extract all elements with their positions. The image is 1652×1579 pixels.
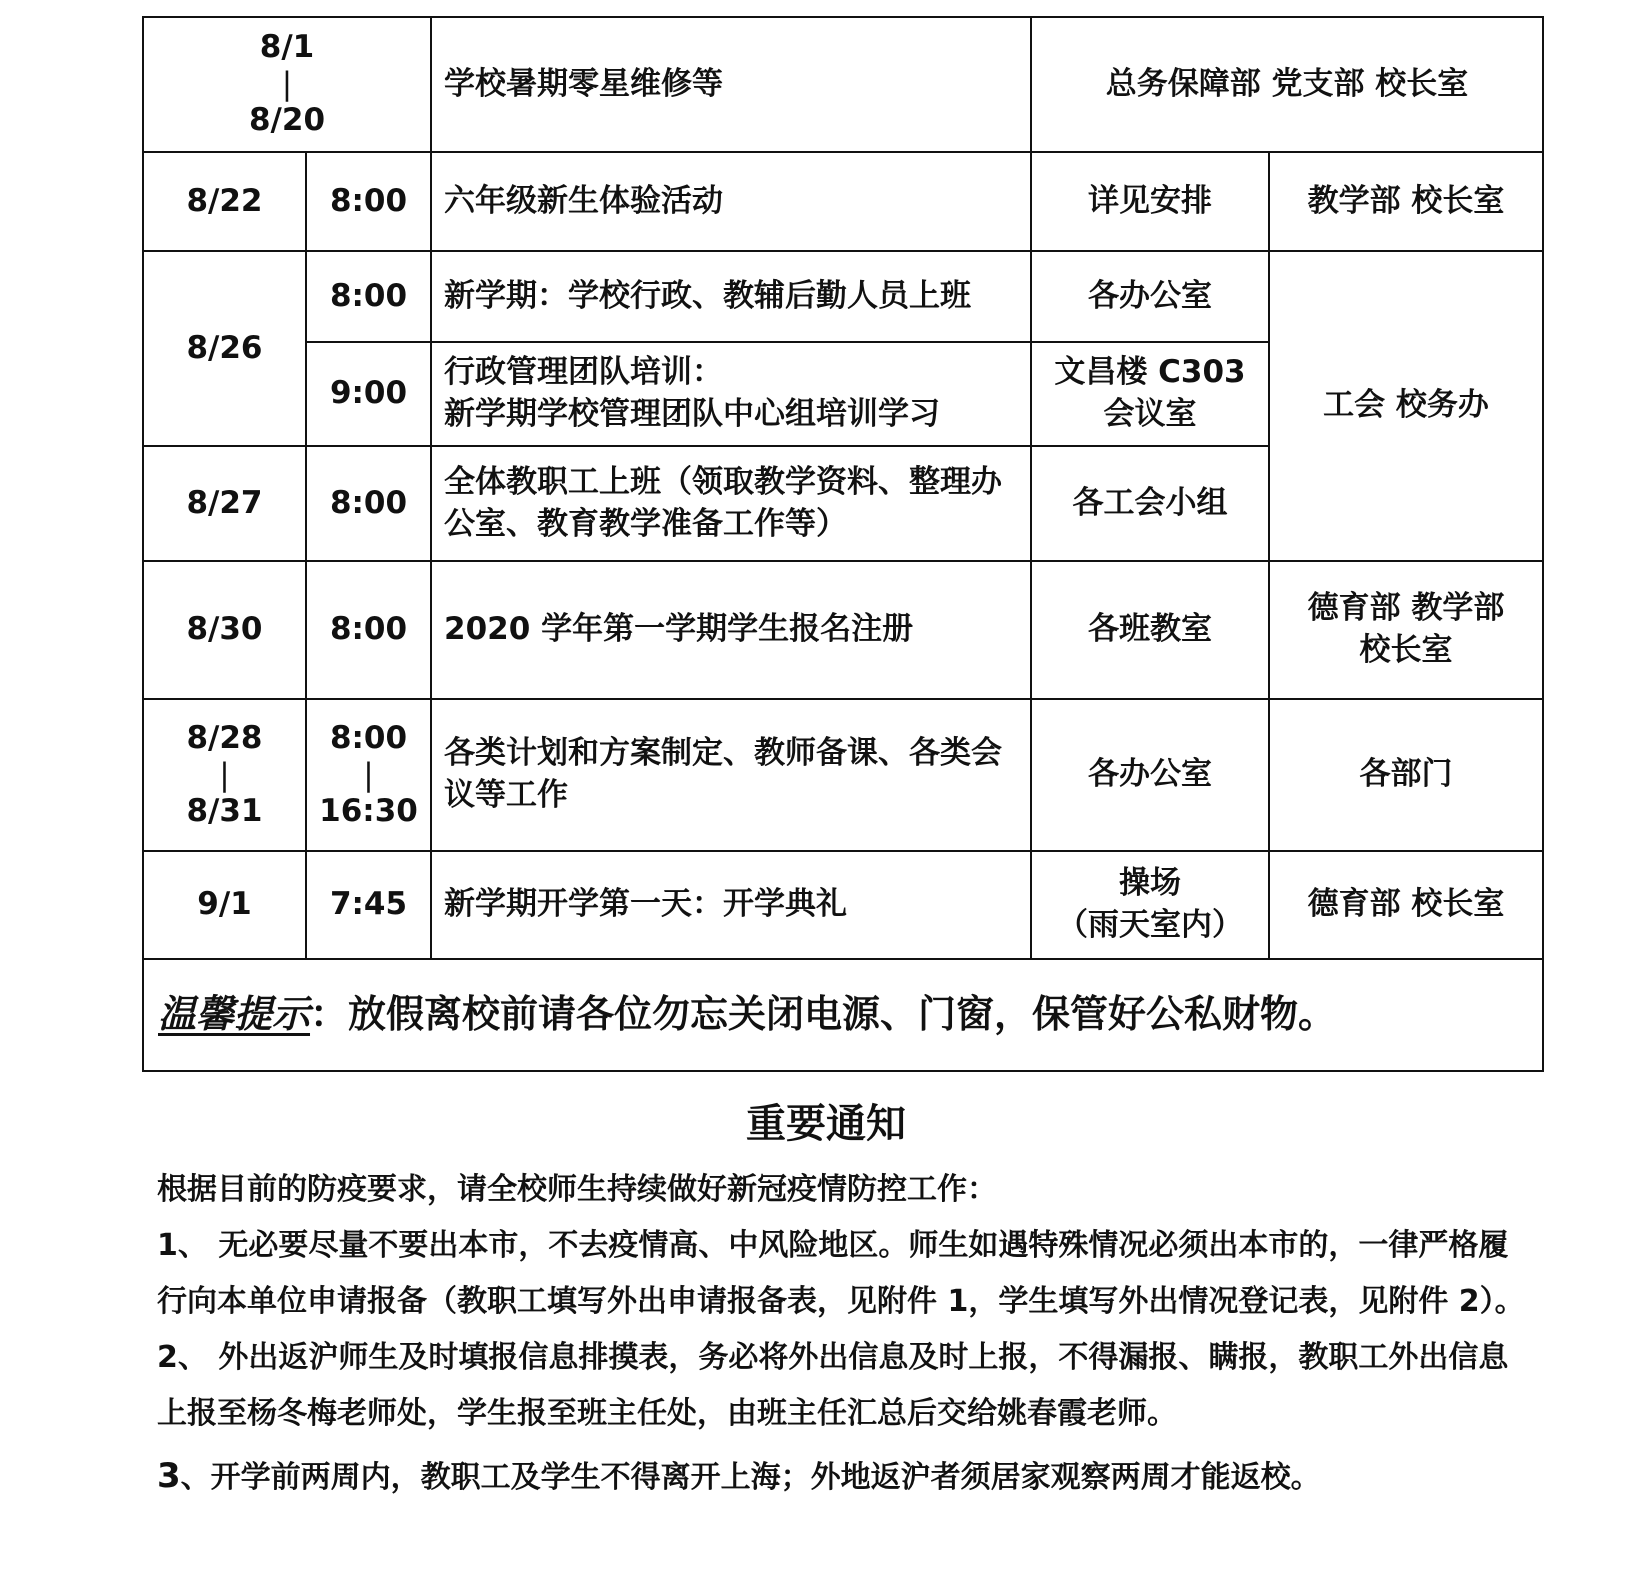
owner-cell: 德育部 教学部 校长室 bbox=[1269, 561, 1543, 699]
time-cell: 8:00 bbox=[306, 152, 431, 251]
place-cell: 各工会小组 bbox=[1031, 446, 1269, 561]
table-row bbox=[143, 699, 1543, 851]
place-cell: 各办公室 bbox=[1031, 699, 1269, 851]
table-row bbox=[143, 17, 1543, 152]
table-row bbox=[143, 851, 1543, 959]
date-cell: 8/27 bbox=[143, 446, 306, 561]
tip-label: 温馨提示 bbox=[158, 992, 311, 1037]
notice-item-2: 2、 外出返沪师生及时填报信息排摸表，务必将外出信息及时上报，不得漏报、瞒报，教职工外出信息上报至杨冬梅老师处，学生报至班主任处，由班主任汇总后交给姚春霞老师。 bbox=[157, 1340, 1509, 1431]
place-cell: 操场 （雨天室内） bbox=[1031, 851, 1269, 959]
date-cell: 8/22 bbox=[143, 152, 306, 251]
date-cell: 8/30 bbox=[143, 561, 306, 699]
event-cell: 2020 学年第一学期学生报名注册 bbox=[431, 561, 1031, 699]
notice-intro: 根据目前的防疫要求，请全校师生持续做好新冠疫情防控工作： bbox=[157, 1172, 997, 1207]
time-cell: 8:00 bbox=[306, 561, 431, 699]
notice-title: 重要通知 bbox=[746, 1101, 906, 1147]
time-cell: 8:00 bbox=[306, 446, 431, 561]
event-cell: 学校暑期零星维修等 bbox=[431, 17, 1031, 152]
owner-cell: 总务保障部 党支部 校长室 bbox=[1031, 17, 1543, 152]
owner-cell: 教学部 校长室 bbox=[1269, 152, 1543, 251]
notice-item-1: 1、 无必要尽量不要出本市，不去疫情高、中风险地区。师生如遇特殊情况必须出本市的，一律严格履行向本单位申请报备（教职工填写外出申请报备表，见附件 1，学生填写外出情况登记表，见附件 2）。 bbox=[157, 1228, 1525, 1319]
tip-row bbox=[143, 959, 1543, 1071]
date-cell: 8/1 | 8/20 bbox=[143, 17, 431, 152]
owner-cell: 工会 校务办 bbox=[1269, 251, 1543, 561]
notice-item-3: 3、开学前两周内，教职工及学生不得离开上海；外地返沪者须居家观察两周才能返校。 bbox=[157, 1456, 1321, 1496]
schedule-table bbox=[142, 16, 1544, 1072]
notice-body bbox=[157, 1162, 1537, 1506]
date-cell: 9/1 bbox=[143, 851, 306, 959]
date-cell: 8/26 bbox=[143, 251, 306, 446]
owner-cell: 各部门 bbox=[1269, 699, 1543, 851]
owner-cell: 德育部 校长室 bbox=[1269, 851, 1543, 959]
table-row bbox=[143, 251, 1543, 342]
event-cell: 新学期：学校行政、教辅后勤人员上班 bbox=[431, 251, 1031, 342]
place-cell: 文昌楼 C303 会议室 bbox=[1031, 342, 1269, 446]
event-cell: 各类计划和方案制定、教师备课、各类会议等工作 bbox=[431, 699, 1031, 851]
event-cell: 六年级新生体验活动 bbox=[431, 152, 1031, 251]
time-cell: 8:00 | 16:30 bbox=[306, 699, 431, 851]
place-cell: 各办公室 bbox=[1031, 251, 1269, 342]
table-row bbox=[143, 152, 1543, 251]
date-cell: 8/28 | 8/31 bbox=[143, 699, 306, 851]
time-cell: 7:45 bbox=[306, 851, 431, 959]
tip-cell bbox=[143, 959, 1543, 1071]
time-cell: 9:00 bbox=[306, 342, 431, 446]
place-cell: 详见安排 bbox=[1031, 152, 1269, 251]
tip-text: ：放假离校前请各位勿忘关闭电源、门窗，保管好公私财物。 bbox=[310, 992, 1337, 1037]
place-cell: 各班教室 bbox=[1031, 561, 1269, 699]
event-cell: 全体教职工上班（领取教学资料、整理办公室、教育教学准备工作等） bbox=[431, 446, 1031, 561]
event-cell: 行政管理团队培训： 新学期学校管理团队中心组培训学习 bbox=[431, 342, 1031, 446]
table-row bbox=[143, 561, 1543, 699]
time-cell: 8:00 bbox=[306, 251, 431, 342]
event-cell: 新学期开学第一天：开学典礼 bbox=[431, 851, 1031, 959]
